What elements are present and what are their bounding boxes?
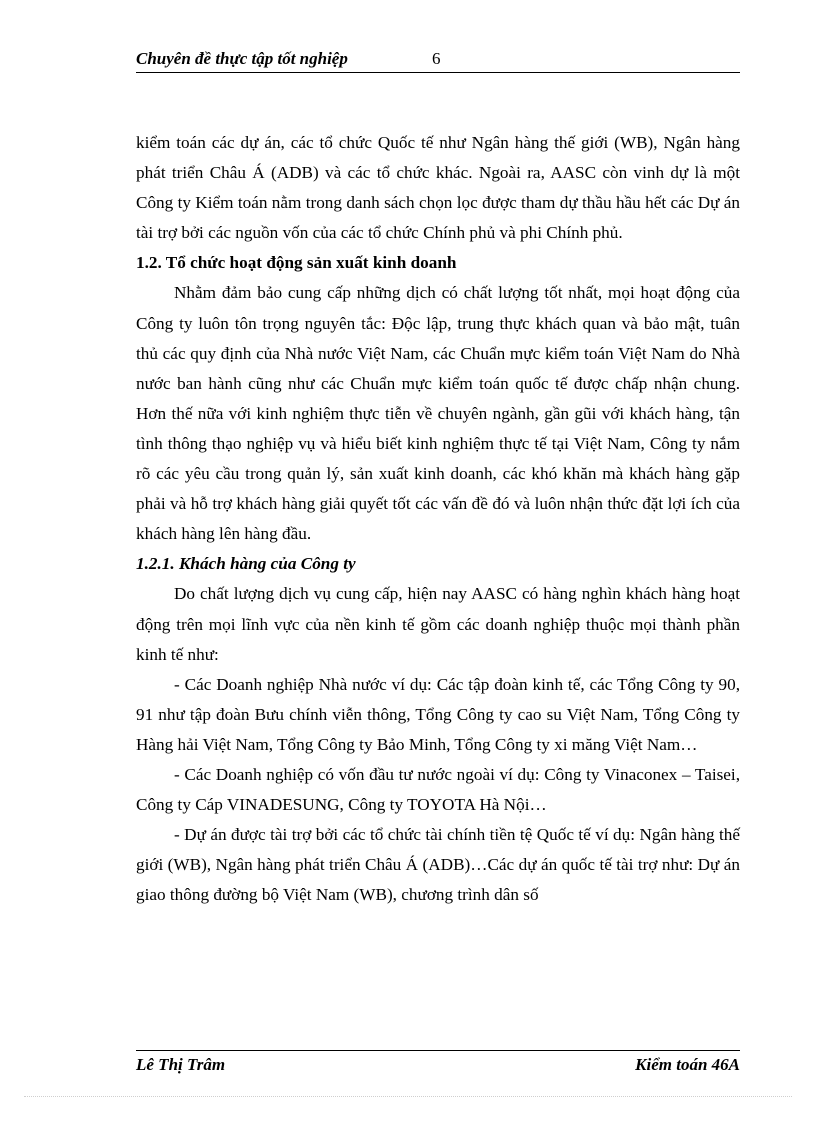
page-footer <box>136 1050 740 1075</box>
list-item: - Dự án được tài trợ bởi các tổ chức tài chính tiền tệ Quốc tế ví dụ: Ngân hàng thế giới (WB), Ngân hàng phát triển Châu Á (ADB)…Các dự án quốc tế tài trợ như: Dự án giao thông đường bộ Việt Nam (WB), chương trình dân số <box>136 825 740 905</box>
paragraph: Nhằm đảm bảo cung cấp những dịch có chất lượng tốt nhất, mọi hoạt động của Công ty luôn tôn trọng nguyên tắc: Độc lập, trung thực khách quan và bảo mật, tuân thủ các quy định của Nhà nước Việt Nam, các Chuẩn mực kiểm toán Việt Nam do Nhà nước ban hành cũng như các Chuẩn mực kiểm toán quốc tế được chấp nhận chung. Hơn thế nữa với kinh nghiệm thực tiễn về chuyên ngành, gần gũi với khách hàng, tận tình thông thạo nghiệp vụ và hiểu biết kinh nghiệm thực tế tại Việt Nam, Công ty nắm rõ các yêu cầu trong quản lý, sản xuất kinh doanh, các khó khăn mà khách hàng gặp phải và hỗ trợ khách hàng giải quyết tốt các vấn đề đó và luôn nhận thức đặt lợi ích của khách hàng lên hàng đầu. <box>136 283 740 544</box>
author-name: Lê Thị Trâm <box>136 1055 226 1074</box>
paragraph: Do chất lượng dịch vụ cung cấp, hiện nay AASC có hàng nghìn khách hàng hoạt động trên mọi lĩnh vực của nền kinh tế gồm các doanh nghiệp thuộc mọi thành phần kinh tế như: <box>136 584 740 664</box>
section-heading-1-2: 1.2. Tổ chức hoạt động sản xuất kinh doanh <box>136 253 457 273</box>
page-number: 6 <box>432 49 441 68</box>
paragraph-continued: kiểm toán các dự án, các tổ chức Quốc tế như Ngân hàng thế giới (WB), Ngân hàng phát triển Châu Á (ADB) và các tổ chức khác. Ngoài ra, AASC còn vinh dự là một Công ty Kiểm toán nằm trong danh sách chọn lọc được tham dự thầu hầu hết các Dự án tài trợ bởi các nguồn vốn của các tổ chức Chính phủ và phi Chính phủ. <box>136 133 740 243</box>
page-header <box>136 48 740 73</box>
class-name: Kiểm toán 46A <box>635 1055 740 1074</box>
list-item: - Các Doanh nghiệp Nhà nước ví dụ: Các tập đoàn kinh tế, các Tổng Công ty 90, 91 như tập đoàn Bưu chính viễn thông, Tổng Công ty cao su Việt Nam, Tổng Công ty Hàng hải Việt Nam, Tổng Công ty Bảo Minh, Tổng Công ty xi măng Việt Nam… <box>136 674 740 754</box>
body-text <box>136 128 740 910</box>
document-title: Chuyên đề thực tập tốt nghiệp <box>136 49 348 68</box>
subsection-heading-1-2-1: 1.2.1. Khách hàng của Công ty <box>136 554 356 574</box>
list-item: - Các Doanh nghiệp có vốn đầu tư nước ngoài ví dụ: Công ty Vinaconex – Taisei, Công ty Cáp VINADESUNG, Công ty TOYOTA Hà Nội… <box>136 764 740 815</box>
page-edge-divider <box>24 1096 792 1097</box>
